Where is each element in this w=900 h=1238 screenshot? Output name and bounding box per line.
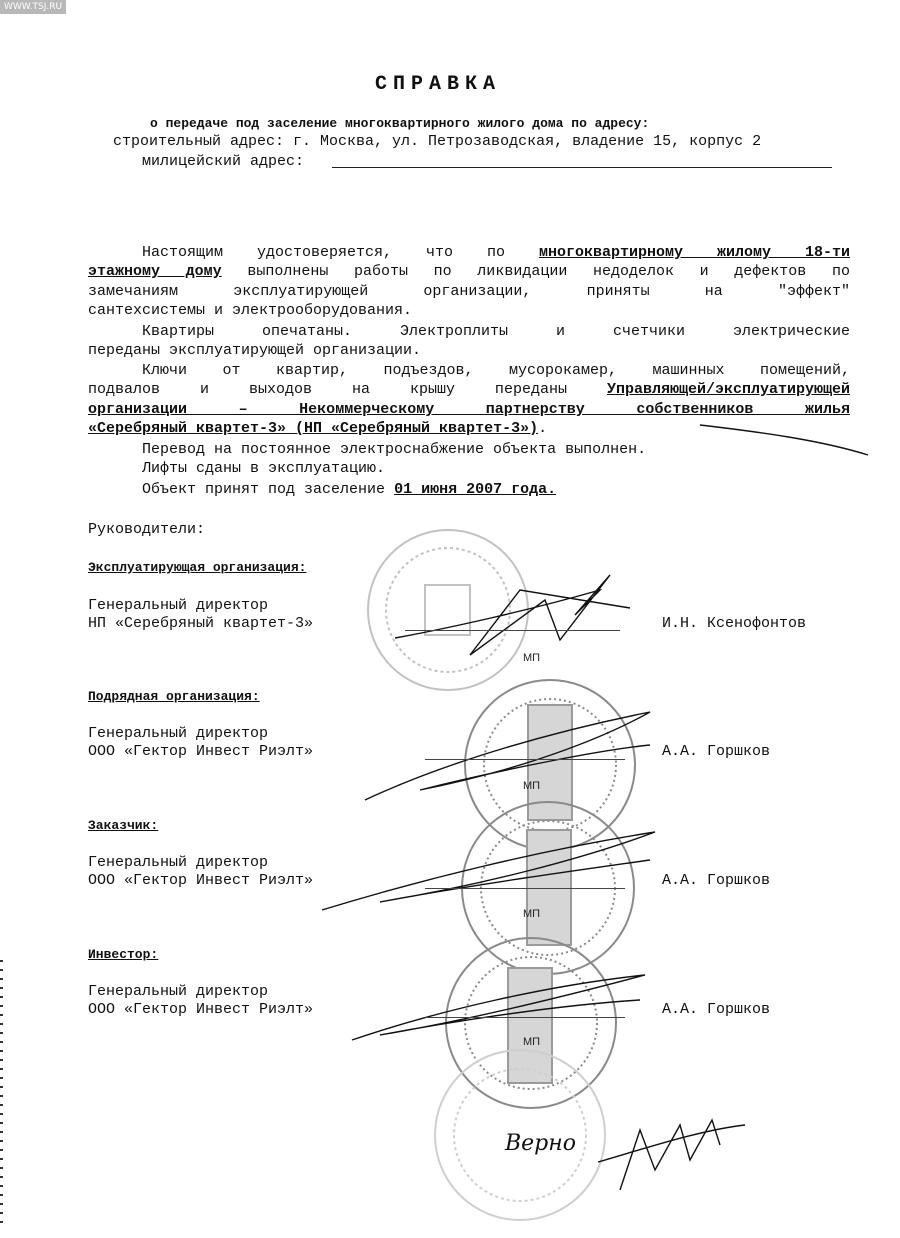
signatory-role: Эксплуатирующая организация: (88, 560, 307, 575)
stamp-mp-label: МП (523, 1036, 541, 1048)
signature-line (405, 630, 620, 631)
acceptance-date: 01 июня 2007 года. (394, 481, 557, 498)
signatory-org: ООО «Гектор Инвест Риэлт» (88, 1001, 314, 1018)
paragraph-6 (142, 480, 556, 499)
paragraph-3-line-1: Ключи от квартир, подъездов, мусорокамер, машинных помещений, (142, 362, 850, 379)
paragraph-3-line-3: организации – Некоммерческому партнерству собственников жилья (88, 401, 850, 418)
stamp-mp-label: МП (523, 908, 541, 920)
signatory-org: ООО «Гектор Инвест Риэлт» (88, 743, 314, 760)
paragraph-3-line-2 (88, 380, 850, 399)
p1-text: Настоящим удостоверяется, что по (142, 244, 505, 261)
signatory-name: А.А. Горшков (662, 872, 771, 889)
signatory-position: Генеральный директор (88, 597, 269, 614)
signatory-position: Генеральный директор (88, 725, 269, 742)
p3-bold-recipient: Управляющей/эксплуатирующей (606, 381, 850, 398)
paragraph-2-line-2: переданы эксплуатирующей организации. (88, 342, 422, 359)
paragraph-1-line-2 (88, 262, 850, 281)
p1-bold-object: многоквартирному жилому 18-ти (538, 244, 850, 261)
stamp-seal-4 (446, 938, 616, 1108)
signatory-role: Заказчик: (88, 818, 159, 833)
p6-text: Объект принят под заселение (142, 481, 386, 498)
p3-text: подвалов и выходов на крышу переданы (88, 381, 567, 398)
paragraph-1-line-4: сантехсистемы и электрооборудования. (88, 302, 413, 319)
signature-line (425, 1017, 625, 1018)
signatory-name: А.А. Горшков (662, 1001, 771, 1018)
signatory-role: Подрядная организация: (88, 689, 260, 704)
p1-bold-object-cont: этажному дому (88, 263, 222, 280)
paragraph-2-line-1: Квартиры опечатаны. Электроплиты и счетчики электрические (142, 323, 850, 340)
paragraph-3-line-4 (88, 419, 547, 438)
p1-text-cont: выполнены работы по ликвидации недоделок и дефектов по (247, 263, 850, 280)
signatory-name: А.А. Горшков (662, 743, 771, 760)
certification-note: Верно (505, 1131, 577, 1156)
police-address-blank (332, 167, 832, 168)
build-address: строительный адрес: г. Москва, ул. Петрозаводская, владение 15, корпус 2 (113, 133, 762, 150)
signatory-org: ООО «Гектор Инвест Риэлт» (88, 872, 314, 889)
paragraph-1-line-1 (88, 243, 850, 262)
document-title: СПРАВКА (375, 73, 502, 96)
watermark: WWW.TSJ.RU (0, 0, 66, 14)
signatory-role: Инвестор: (88, 947, 159, 962)
paragraph-4: Перевод на постоянное электроснабжение объекта выполнен. (142, 441, 647, 458)
signatory-org: НП «Серебряный квартет-3» (88, 615, 314, 632)
stamp-mp-label: МП (523, 780, 541, 792)
document-subtitle: о передаче под заселение многоквартирного жилого дома по адресу: (150, 116, 650, 131)
police-address-label: милицейский адрес: (142, 153, 305, 170)
handwritten-signatures (322, 425, 868, 1190)
paragraph-5: Лифты сданы в эксплуатацию. (142, 460, 386, 477)
p3-bold-recipient-short: «Серебряный квартет-3» (НП «Серебряный квартет-3») (88, 420, 539, 437)
signatory-position: Генеральный директор (88, 983, 269, 1000)
signature-line (425, 759, 625, 760)
scan-edge-marks (0, 960, 3, 1230)
paragraph-1-line-3: замечаниям эксплуатирующей организации, приняты на "эффект" (88, 283, 850, 300)
signatory-position: Генеральный директор (88, 854, 269, 871)
leaders-label: Руководители: (88, 521, 206, 538)
p3-tail: . (538, 420, 548, 437)
signature-line (425, 888, 625, 889)
signatory-name: И.Н. Ксенофонтов (662, 615, 807, 632)
stamp-mp-label: МП (523, 652, 541, 664)
